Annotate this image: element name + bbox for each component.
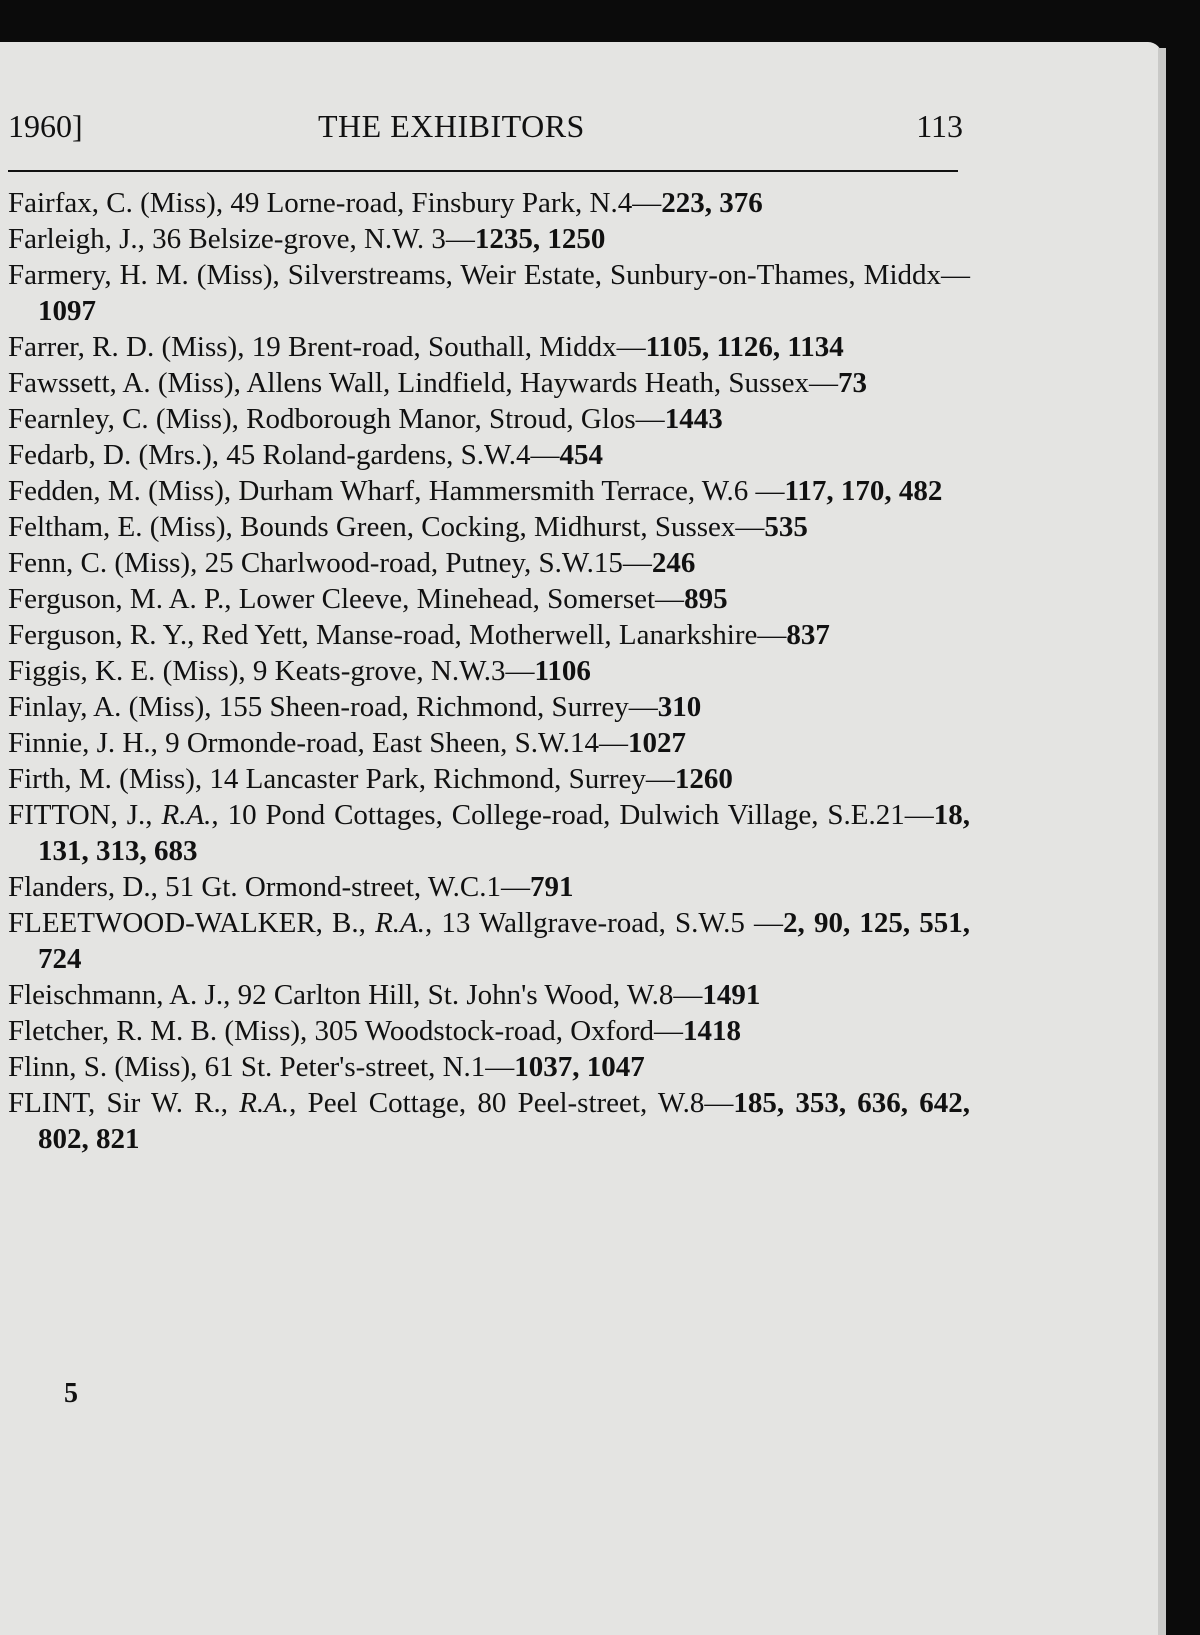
exhibitor-address: Flinn, S. (Miss), 61 St. Peter's-street, N.1— <box>8 1051 515 1083</box>
exhibitor-list <box>8 185 970 1157</box>
exhibitor-entry <box>8 365 970 401</box>
exhibitor-address: Ferguson, R. Y., Red Yett, Manse-road, Motherwell, Lanarkshire— <box>8 619 787 651</box>
exhibitor-entry <box>8 689 970 725</box>
exhibitor-address: Fairfax, C. (Miss), 49 Lorne-road, Finsbury Park, N.4— <box>8 187 662 219</box>
exhibitor-entry <box>8 473 970 509</box>
catalogue-numbers: 1443 <box>664 403 723 435</box>
catalogue-numbers: 223, 376 <box>661 187 763 219</box>
exhibitor-address: Finlay, A. (Miss), 155 Sheen-road, Richmond, Surrey— <box>8 691 658 723</box>
running-head-title: THE EXHIBITORS <box>318 108 585 144</box>
exhibitor-address: Firth, M. (Miss), 14 Lancaster Park, Richmond, Surrey— <box>8 763 675 795</box>
catalogue-numbers: 895 <box>684 583 728 615</box>
exhibitor-address: Fearnley, C. (Miss), Rodborough Manor, Stroud, Glos— <box>8 403 665 435</box>
catalogue-numbers: 73 <box>838 367 867 399</box>
exhibitor-address: Flanders, D., 51 Gt. Ormond-street, W.C.1— <box>8 871 530 903</box>
exhibitor-name: FLINT, Sir W. R., <box>8 1087 240 1119</box>
exhibitor-name: FITTON, J., <box>8 799 162 831</box>
catalogue-numbers: 1235, 1250 <box>474 223 606 255</box>
exhibitor-address: , Peel Cottage, 80 Peel-street, W.8— <box>289 1087 734 1119</box>
exhibitor-address: Feltham, E. (Miss), Bounds Green, Cocking, Midhurst, Sussex— <box>8 511 765 543</box>
exhibitor-address: Fedarb, D. (Mrs.), 45 Roland-gardens, S.W.4— <box>8 439 560 471</box>
exhibitor-address: Fedden, M. (Miss), Durham Wharf, Hammersmith Terrace, W.6 — <box>8 475 785 507</box>
catalogue-numbers: 1418 <box>683 1015 741 1047</box>
exhibitor-address: , 13 Wallgrave-road, S.W.5 — <box>425 907 784 939</box>
header-rule <box>8 170 958 172</box>
catalogue-numbers: 185, 353, 636, 642, 802, 821 <box>38 1087 970 1155</box>
exhibitor-entry <box>8 329 970 365</box>
exhibitor-address: , 10 Pond Cottages, College-road, Dulwich Village, S.E.21— <box>211 799 934 831</box>
catalogue-numbers: 535 <box>764 511 808 543</box>
catalogue-numbers: 791 <box>529 871 574 903</box>
exhibitor-address: Finnie, J. H., 9 Ormonde-road, East Sheen, S.W.14— <box>8 727 628 759</box>
ra-designation: R.A. <box>375 907 425 939</box>
catalogue-numbers: 18, 131, 313, 683 <box>38 799 970 867</box>
exhibitor-address: Ferguson, M. A. P., Lower Cleeve, Minehead, Somerset— <box>8 583 685 615</box>
exhibitor-entry <box>8 797 970 869</box>
catalogue-numbers: 1037, 1047 <box>514 1051 645 1083</box>
catalogue-numbers: 117, 170, 482 <box>784 475 943 507</box>
exhibitor-entry <box>8 509 970 545</box>
page-edge <box>1158 48 1166 1635</box>
catalogue-numbers: 1097 <box>38 295 96 327</box>
exhibitor-entry <box>8 257 970 329</box>
exhibitor-entry <box>8 653 970 689</box>
exhibitor-entry <box>8 1085 970 1157</box>
page-number: 113 <box>916 108 963 144</box>
exhibitor-address: Fleischmann, A. J., 92 Carlton Hill, St. John's Wood, W.8— <box>8 979 703 1011</box>
catalogue-numbers: 1260 <box>674 763 733 795</box>
exhibitor-entry <box>8 1013 970 1049</box>
exhibitor-entry <box>8 761 970 797</box>
catalogue-numbers: 246 <box>651 547 696 579</box>
signature-mark: 5 <box>64 1378 78 1409</box>
exhibitor-entry <box>8 905 970 977</box>
exhibitor-entry <box>8 221 970 257</box>
exhibitor-entry <box>8 581 970 617</box>
exhibitor-address: Farleigh, J., 36 Belsize-grove, N.W. 3— <box>8 223 475 255</box>
catalogue-numbers: 1106 <box>534 655 591 687</box>
exhibitor-name: FLEETWOOD-WALKER, B., <box>8 907 376 939</box>
exhibitor-entry <box>8 617 970 653</box>
catalogue-numbers: 1027 <box>627 727 686 759</box>
exhibitor-address: Farrer, R. D. (Miss), 19 Brent-road, Southall, Middx— <box>8 331 646 363</box>
exhibitor-address: Fenn, C. (Miss), 25 Charlwood-road, Putney, S.W.15— <box>8 547 652 579</box>
running-head-year: 1960] <box>8 108 83 144</box>
exhibitor-entry <box>8 185 970 221</box>
ra-designation: R.A. <box>161 799 212 831</box>
exhibitor-address: Fawssett, A. (Miss), Allens Wall, Lindfield, Haywards Heath, Sussex— <box>8 367 838 399</box>
catalogue-numbers: 837 <box>786 619 830 651</box>
exhibitor-entry <box>8 725 970 761</box>
exhibitor-address: Farmery, H. M. (Miss), Silverstreams, Weir Estate, Sunbury-on-Thames, Middx— <box>8 259 970 291</box>
catalogue-numbers: 1491 <box>702 979 761 1011</box>
ra-designation: R.A. <box>239 1087 290 1119</box>
exhibitor-entry <box>8 545 970 581</box>
catalogue-numbers: 1105, 1126, 1134 <box>645 331 844 363</box>
exhibitor-address: Fletcher, R. M. B. (Miss), 305 Woodstock-road, Oxford— <box>8 1015 683 1047</box>
exhibitor-entry <box>8 869 970 905</box>
exhibitor-entry <box>8 977 970 1013</box>
running-head <box>8 108 963 158</box>
exhibitor-entry <box>8 437 970 473</box>
catalogue-numbers: 310 <box>657 691 702 723</box>
exhibitor-entry <box>8 401 970 437</box>
catalogue-numbers: 2, 90, 125, 551, 724 <box>38 907 971 975</box>
catalogue-numbers: 454 <box>559 439 603 471</box>
exhibitor-entry <box>8 1049 970 1085</box>
exhibitor-address: Figgis, K. E. (Miss), 9 Keats-grove, N.W.3— <box>8 655 535 687</box>
